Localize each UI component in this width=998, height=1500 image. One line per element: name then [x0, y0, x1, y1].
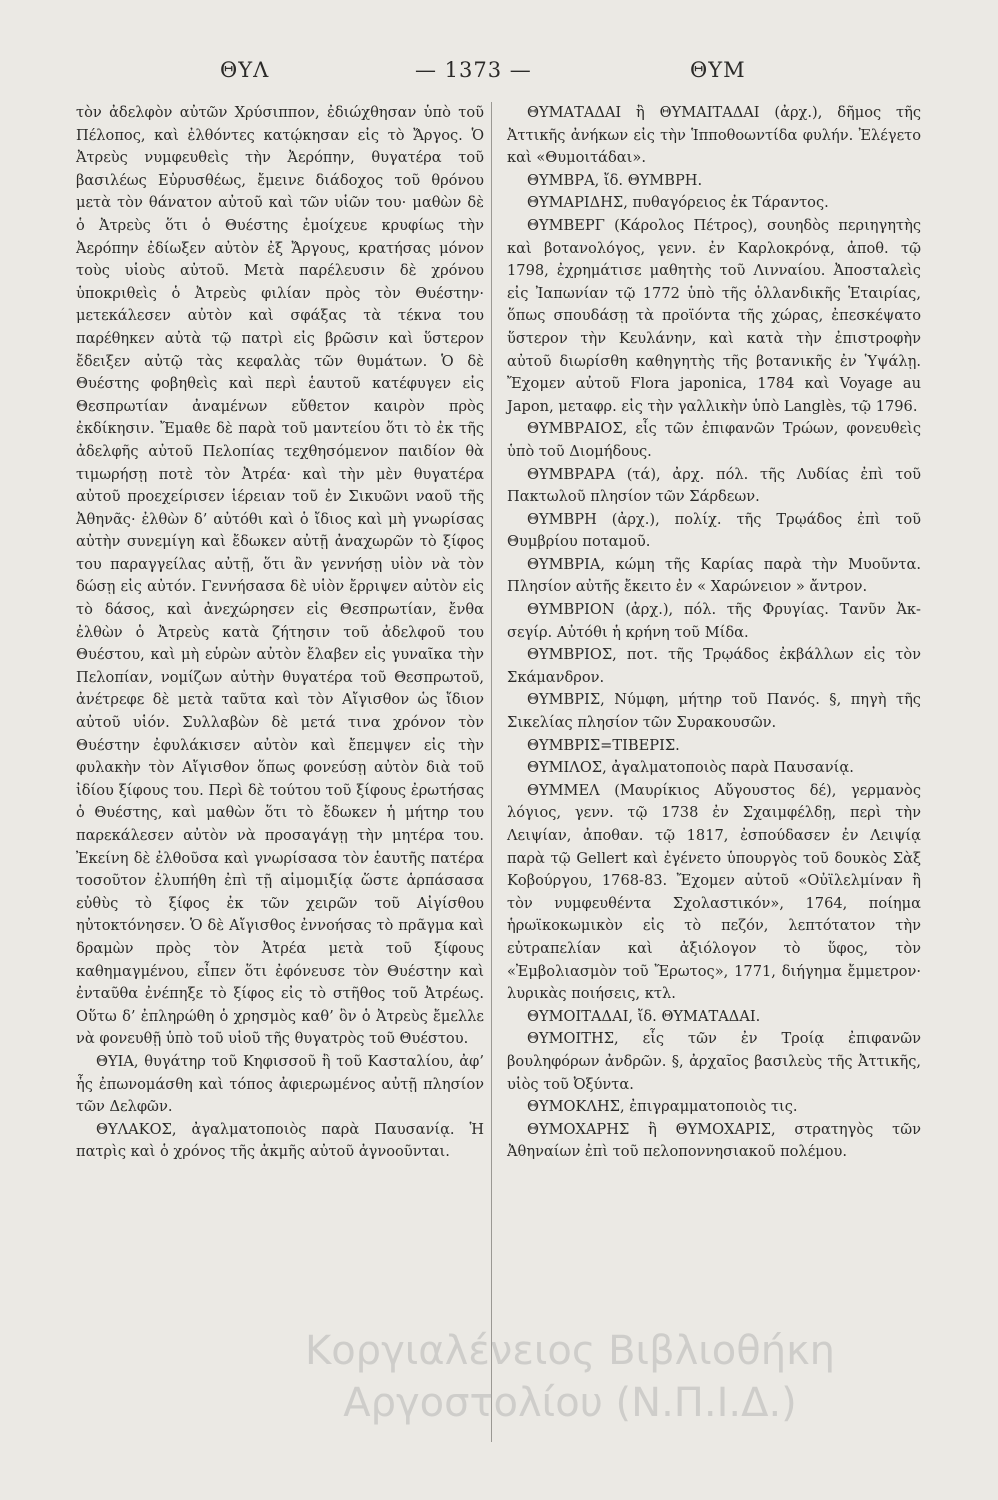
left-column — [76, 102, 484, 1164]
library-watermark: Κοργιαλένειος Βιβλιοθήκη Αργοστολίου (Ν.Π.Ι.Δ.) — [304, 1328, 836, 1426]
entry-thymaridis: ΘΥΜΑΡΙΔΗΣ, πυθαγόρειος ἐκ Τάραντος. — [527, 194, 829, 212]
entry-thymocharis: ΘΥΜΟΧΑΡΗΣ ἢ ΘΥΜΟΧΑΡΙΣ, στρατηγὸς τῶν Ἀθηναίων ἐπὶ τοῦ πελοποννησιακοῦ πολέμου. — [507, 1120, 921, 1161]
right-column — [507, 102, 921, 1164]
header-left-guide-word: ΘΥΛ — [220, 58, 270, 82]
entry-thymbraios: ΘΥΜΒΡΑΙΟΣ, εἷς τῶν ἐπιφανῶν Τρώων, φονευθεὶς ὑπὸ τοῦ Διομήδους. — [507, 420, 921, 460]
entry-thymbrion: ΘΥΜΒΡΙΟΝ (ἀρχ.), πόλ. τῆς Φρυγίας. Τανῦν Ἀκ-σεγίρ. Αὐτόθι ἡ κρήνη τοῦ Μίδα. — [507, 601, 921, 641]
entry-thymmel: ΘΥΜΜΕΛ (Μαυρίκιος Αὔγουστος δέ), γερμανὸς λόγιος, γενν. τῷ 1738 ἐν Σχαιμφέλδῃ, περὶ τὴν Λειψίαν, ἀποθαν. τῷ 1817, ἐσπούδασεν ἐν Λειψίᾳ παρὰ τῷ Gellert καὶ ἐγένετο ὑπουργὸς τοῦ δουκὸς Σὰξ Κοβούργου, 1768-83. Ἔχομεν αὐτοῦ «Οὐϊλελμίναν ἢ τὸν νυμφευθέντα Σχολαστικόν», 1764, ποίημα ἡρωϊκοκωμικὸν εἰς τὸ πεζόν, λεπτότατον τὴν εὐτραπελίαν καὶ ἀξιόλογον τὸ ὕφος, τὸν «Ἐμβολιασμὸν τοῦ Ἔρωτος», 1771, διήγημα ἔμμετρον· λυρικὰς ποιήσεις, κτλ. — [507, 781, 921, 1003]
entry-thymbris: ΘΥΜΒΡΙΣ, Νύμφη, μήτηρ τοῦ Πανός. §, πηγὴ τῆς Σικελίας πλησίον τῶν Συρακουσῶν. — [507, 691, 921, 732]
entry-thymoitis: ΘΥΜΟΙΤΗΣ, εἷς τῶν ἐν Τροίᾳ ἐπιφανῶν βουληφόρων ἀνδρῶν. §, ἀρχαῖος βασιλεὺς τῆς Ἀττικῆς, υἱὸς τοῦ Ὀξύντα. — [507, 1030, 921, 1093]
entry-thymberg: ΘΥΜΒΕΡΓ (Κάρολος Πέτρος), σουηδὸς περιηγητὴς καὶ βοτανολόγος, γενν. ἐν Καρλοκρόνᾳ, ἀποθ. τῷ 1798, ἐχρημάτισε μαθητὴς τοῦ Λινναίου. Ἀποσταλεὶς εἰς Ἰαπωνίαν τῷ 1772 ὑπὸ τῆς ὁλλανδικῆς Ἑταιρίας, ὅπως σπουδάσῃ τὰ προϊόντα τῆς χώρας, ἐπεσκέψατο ὕστερον τὴν Κευλάνην, καὶ κατὰ τὴν ἐπιστροφὴν αὐτοῦ διωρίσθη καθηγητὴς τῆς βοτανικῆς ἐν Ὑψάλῃ. Ἔχομεν αὐτοῦ Flora japonica, 1784 καὶ Voyage au Japon, μεταφρ. εἰς τὴν γαλλικὴν ὑπὸ Langlès, τῷ 1796. — [507, 216, 921, 415]
column-divider — [491, 102, 492, 1442]
entry-thymbris-tiberis: ΘΥΜΒΡΙΣ=ΤΙΒΕΡΙΣ. — [527, 736, 680, 754]
entry-thymilos: ΘΥΜΙΛΟΣ, ἀγαλματοποιὸς παρὰ Παυσανίᾳ. — [527, 759, 854, 777]
page-header — [70, 58, 930, 98]
entry-thyia: ΘΥΙΑ, θυγάτηρ τοῦ Κηφισσοῦ ἢ τοῦ Κασταλίου, ἀφ’ ἧς ἐπωνομάσθη καὶ τόπος ἀφιερωμένος αὐτῇ πλησίον τῶν Δελφῶν. — [76, 1052, 484, 1116]
entry-thymoklis: ΘΥΜΟΚΛΗΣ, ἐπιγραμματοποιὸς τις. — [527, 1098, 798, 1116]
entry-thymbrios: ΘΥΜΒΡΙΟΣ, ποτ. τῆς Τρῳάδος ἐκβάλλων εἰς τὸν Σκάμανδρον. — [507, 646, 921, 686]
page-number: — 1373 — — [415, 58, 532, 82]
entry-thymbri: ΘΥΜΒΡΗ (ἀρχ.), πολίχ. τῆς Τρῳάδος ἐπὶ τοῦ Θυμβρίου ποταμοῦ. — [507, 510, 921, 551]
entry-thymbrara: ΘΥΜΒΡΑΡΑ (τά), ἀρχ. πόλ. τῆς Λυδίας ἐπὶ τοῦ Πακτωλοῦ πλησίον τῶν Σάρδεων. — [507, 465, 921, 506]
header-right-guide-word: ΘΥΜ — [690, 58, 746, 82]
entry-thymoitadai: ΘΥΜΟΙΤΑΔΑΙ, ἴδ. ΘΥΜΑΤΑΔΑΙ. — [527, 1007, 761, 1025]
entry-atreus-thyestes-continuation: τὸν ἀδελφὸν αὐτῶν Χρύσιππον, ἐδιώχθησαν ὑπὸ τοῦ Πέλοπος, καὶ ἐλθόντες κατῴκησαν εἰς τὸ Ἄργος. Ὁ Ἀτρεὺς νυμφευθεὶς τὴν Ἀερόπην, θυγατέρα τοῦ βασιλέως Εὐρυσθέως, ἔμεινε διάδοχος τοῦ θρόνου μετὰ τὸν θάνατον αὐτοῦ καὶ τῶν υἱῶν του· μαθὼν δὲ ὁ Ἀτρεὺς ὅτι ὁ Θυέστης ἐμοίχευε κρυφίως τὴν Ἀερόπην ἐδίωξεν αὐτὸν ἐξ Ἄργους, κρατήσας μόνον τοὺς υἱοὺς αὐτοῦ. Μετὰ παρέλευσιν δὲ χρόνου ὑποκριθεὶς ὁ Ἀτρεὺς φιλίαν πρὸς τὸν Θυέστην· μετεκάλεσεν αὐτὸν καὶ σφάξας τὰ τέκνα του παρέθηκεν αὐτὰ τῷ πατρὶ εἰς βρῶσιν καὶ ὕστερον ἔδειξεν αὐτῷ τὰς κεφαλὰς τῶν θυμάτων. Ὁ δὲ Θυέστης φοβηθεὶς καὶ περὶ ἑαυτοῦ κατέφυγεν εἰς Θεσπρωτίαν ἀναμένων εὔθετον καιρὸν πρὸς ἐκδίκησιν. Ἔμαθε δὲ παρὰ τοῦ μαντείου ὅτι τὸ ἐκ τῆς ἀδελφῆς αὐτοῦ Πελοπίας τεχθησόμενον παιδίον θὰ τιμωρήσῃ ποτὲ τὸν Ἀτρέα· καὶ τὴν μὲν θυγατέρα αὐτοῦ προεχείρισεν ἱέρειαν τοῦ ἐν Σικυῶνι ναοῦ τῆς Ἀθηνᾶς· ἐλθὼν δ’ αὐτόθι καὶ ὁ ἴδιος καὶ μὴ γνωρίσας αὐτὴν συνεμίγη καὶ ἔδωκεν αὐτῇ ἀναχωρῶν τὸ ξίφος του παραγγείλας αὐτῇ, ὅτι ἂν γεννήσῃ υἱὸν νὰ τὸν δώσῃ εἰς αὐτόν. Γεννήσασα δὲ υἱὸν ἔρριψεν αὐτὸν εἰς τὸ δάσος, καὶ ἀνεχώρησεν εἰς Θεσπρωτίαν, ἔνθα ἐλθὼν ὁ Ἀτρεὺς κατὰ ζήτησιν τοῦ ἀδελφοῦ του Θυέστου, καὶ μὴ εὑρὼν αὐτὸν ἔλαβεν εἰς γυναῖκα τὴν Πελοπίαν, νομίζων αὐτὴν θυγατέρα τοῦ Θεσπρωτοῦ, ἀνέτρεφε δὲ μετὰ ταῦτα καὶ τὸν Αἴγισθον ὡς ἴδιον αὐτοῦ υἱόν. Συλλαβὼν δὲ μετά τινα χρόνον τὸν Θυέστην ἐφυλάκισεν αὐτὸν καὶ ἔπεμψεν εἰς τὴν φυλακὴν τὸν Αἴγισθον ὅπως φονεύσῃ αὐτὸν διὰ τοῦ ἰδίου ξίφους του. Περὶ δὲ τούτου τοῦ ξίφους ἐρωτήσας ὁ Θυέστης, καὶ μαθὼν ὅτι τὸ ἔδωκεν ἡ μήτηρ του παρεκάλεσεν αὐτὸν νὰ προσαγάγῃ τὴν μητέρα του. Ἐκείνη δὲ ἐλθοῦσα καὶ γνωρίσασα τὸν ἑαυτῆς πατέρα τοσοῦτον ἐλυπήθη ἐπὶ τῇ αἱμομιξίᾳ ὥστε ἁρπάσασα εὐθὺς τὸ ξίφος ἐκ τῶν χειρῶν τοῦ Αἰγίσθου ηὐτοκτόνησεν. Ὁ δὲ Αἴγισθος ἐννοήσας τὸ πρᾶγμα καὶ δραμὼν πρὸς τὸν Ἀτρέα μετὰ τοῦ ξίφους καθημαγμένου, εἶπεν ὅτι ἐφόνευσε τὸν Θυέστην καὶ ἐνταῦθα ἐνέπηξε τὸ ξίφος εἰς τὸ στῆθος τοῦ Ἀτρέως. Οὕτω δ’ ἐπληρώθη ὁ χρησμὸς καθ’ ὃν ὁ Ἀτρεὺς ἔμελλε νὰ φονευθῇ ὑπὸ τοῦ υἱοῦ τῆς θυγατρὸς τοῦ Θυέστου. — [76, 104, 484, 1048]
entry-thylakos: ΘΥΛΑΚΟΣ, ἀγαλματοποιὸς παρὰ Παυσανίᾳ. Ἡ πατρὶς καὶ ὁ χρόνος τῆς ἀκμῆς αὐτοῦ ἀγνοοῦνται. — [76, 1120, 484, 1161]
entry-thymbra: ΘΥΜΒΡΑ, ἴδ. ΘΥΜΒΡΗ. — [527, 171, 703, 189]
entry-thymbria: ΘΥΜΒΡΙΑ, κώμη τῆς Καρίας παρὰ τὴν Μυοῦντα. Πλησίον αὐτῆς ἔκειτο ἐν « Χαρώνειον » ἄντρον. — [507, 555, 921, 596]
entry-thymatadai: ΘΥΜΑΤΑΔΑΙ ἢ ΘΥΜΑΙΤΑΔΑΙ (ἀρχ.), δῆμος τῆς Ἀττικῆς ἀνήκων εἰς τὴν Ἱπποθοωντίδα φυλήν. Ἐλέγετο καὶ «Θυμοιτάδαι». — [507, 104, 921, 167]
